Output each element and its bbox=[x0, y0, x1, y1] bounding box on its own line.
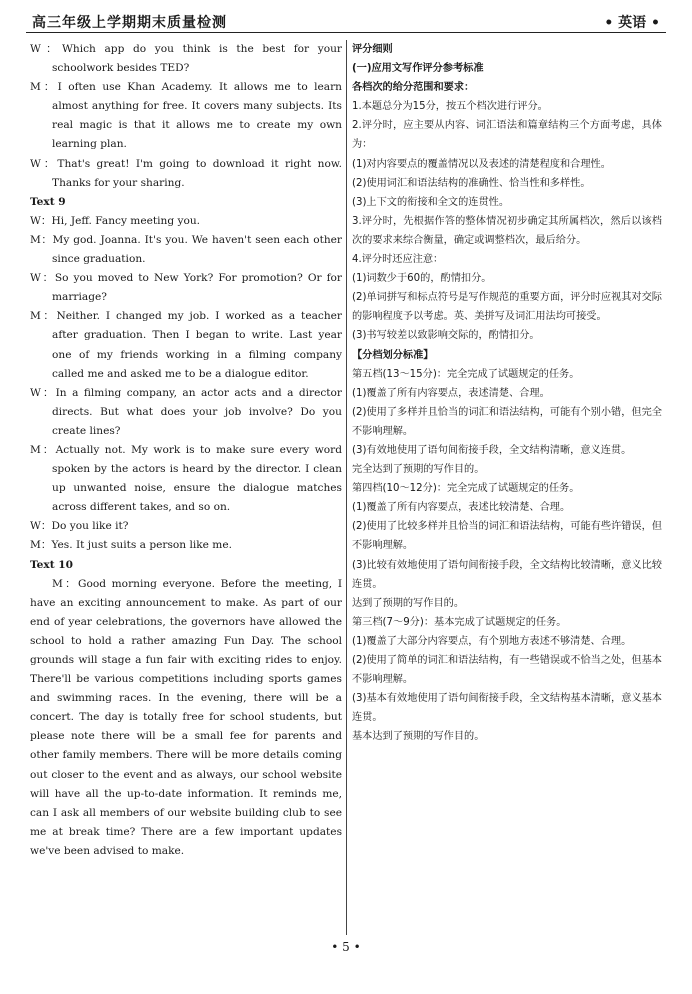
rule-item: (3)基本有效地使用了语句间衔接手段，全文结构基本清晰，意义基本连贯。 bbox=[352, 693, 662, 724]
dialogue-line: M：I often use Khan Academy. It allows me to learn almost anything for free. It covers many subjects. Its real magic is that it allows me to create my own learning plan. bbox=[30, 81, 342, 151]
dialogue-line: W：So you moved to New York? For promotion? Or for marriage? bbox=[30, 272, 342, 304]
dialogue-line: W：That's great! I'm going to download it right now. Thanks for your sharing. bbox=[30, 157, 342, 189]
rule-item: (2)单词拼写和标点符号是写作规范的重要方面，评分时应视其对交际的影响程度予以考虑。英、美拼写及词汇用法均可接受。 bbox=[352, 292, 662, 323]
text-label: Text 10 bbox=[30, 558, 74, 571]
right-column-scoring-rules bbox=[352, 40, 662, 746]
rule-item: 达到了预期的写作目的。 bbox=[352, 597, 465, 609]
dialogue-line: W：In a filming company, an actor acts and a director directs. But what does your job involve? Do you create lines? bbox=[30, 386, 342, 437]
section-heading: 各档次的给分范围和要求： bbox=[352, 82, 475, 94]
rule-item: (2)使用了比较多样并且恰当的词汇和语法结构，可能有些许错误，但不影响理解。 bbox=[352, 521, 662, 552]
exam-title: 高三年级上学期期末质量检测 bbox=[32, 15, 227, 31]
rule-item: 第四档(10～12分)：完全完成了试题规定的任务。 bbox=[352, 483, 580, 495]
dialogue-line: M：My god. Joanna. It's you. We haven't seen each other since graduation. bbox=[30, 233, 342, 266]
rule-item: (1)覆盖了所有内容要点，表述清楚、合理。 bbox=[352, 387, 550, 399]
rule-item: (3)比较有效地使用了语句间衔接手段，全文结构比较清晰，意义比较连贯。 bbox=[352, 559, 662, 590]
rule-item: 1.本题总分为15分，按五个档次进行评分。 bbox=[352, 101, 548, 113]
dialogue-line: W：Hi, Jeff. Fancy meeting you. bbox=[30, 214, 201, 227]
rule-item: (1)覆盖了大部分内容要点，有个别地方表述不够清楚、合理。 bbox=[352, 635, 632, 647]
rule-item: 4.评分时还应注意： bbox=[352, 254, 444, 266]
left-column-transcript bbox=[30, 40, 342, 861]
rule-item: 第三档(7～9分)：基本完成了试题规定的任务。 bbox=[352, 616, 567, 628]
dialogue-line: M：Neither. I changed my job. I worked as a teacher after graduation. Then I began to write. Last year one of my friends working in a filming company called me and asked me to be a dialogue editor. bbox=[30, 310, 342, 380]
rule-item: 完全达到了预期的写作目的。 bbox=[352, 464, 485, 476]
page-number: • 5 • bbox=[331, 940, 361, 954]
rule-item: 3.评分时，先根据作答的整体情况初步确定其所属档次，然后以该档次的要求来综合衡量，确定或调整档次，最后给分。 bbox=[352, 215, 662, 246]
text-label: Text 9 bbox=[30, 195, 66, 208]
section-heading: (一)应用文写作评分参考标准 bbox=[352, 63, 484, 75]
rule-item: (3)有效地使用了语句间衔接手段，全文结构清晰，意义连贯。 bbox=[352, 444, 632, 456]
subject-label: • 英语 • bbox=[604, 15, 660, 31]
rule-item: (2)使用了多样并且恰当的词汇和语法结构，可能有个别小错，但完全不影响理解。 bbox=[352, 406, 662, 437]
rule-item: (2)使用了简单的词汇和语法结构，有一些错误或不恰当之处，但基本不影响理解。 bbox=[352, 655, 662, 686]
section-heading: 【分档划分标准】 bbox=[352, 349, 434, 361]
monologue-paragraph: M：Good morning everyone. Before the meeting, I have an exciting announcement to make. As part of our end of year celebrations, the governors have allowed the school to hold a rather amazing Fun Day. The school grounds will stage a fun fair with exciting rides to enjoy. There'll be various competitions including sports games and swimming races. In the evening, there will be a concert. The day is totally free for school students, but please note there will be a small fee for parents and other family members. There will be more details coming out closer to the event and as always, our school website will have all the up-to-date information. It reminds me, can I ask all members of our website building club to see me at break time? There are a few important updates we've been advised to make. bbox=[30, 577, 342, 857]
dialogue-line: W：Do you like it? bbox=[30, 520, 129, 533]
rule-item: 2.评分时，应主要从内容、词汇语法和篇章结构三个方面考虑，具体为： bbox=[352, 120, 662, 151]
rule-item: (1)词数少于60的，酌情扣分。 bbox=[352, 273, 492, 285]
rule-item: (1)覆盖了所有内容要点，表述比较清楚、合理。 bbox=[352, 502, 571, 514]
column-divider bbox=[346, 40, 347, 935]
rule-item: 基本达到了预期的写作目的。 bbox=[352, 731, 485, 743]
rule-item: (2)使用词汇和语法结构的准确性、恰当性和多样性。 bbox=[352, 177, 591, 189]
dialogue-line: W：Which app do you think is the best for your schoolwork besides TED? bbox=[30, 43, 342, 75]
rule-item: (3)书写较差以致影响交际的，酌情扣分。 bbox=[352, 330, 540, 342]
page-header bbox=[26, 10, 666, 33]
rule-item: 第五档(13～15分)：完全完成了试题规定的任务。 bbox=[352, 368, 580, 380]
section-heading: 评分细则 bbox=[352, 44, 393, 55]
dialogue-line: M：Actually not. My work is to make sure every word spoken by the actors is heard by the director. I clean up unwanted noise, ensure the dialogue matches across different takes, and so on. bbox=[30, 443, 342, 514]
dialogue-line: M：Yes. It just suits a person like me. bbox=[30, 539, 232, 552]
rule-item: (3)上下文的衔接和全文的连贯性。 bbox=[352, 196, 510, 208]
rule-item: (1)对内容要点的覆盖情况以及表述的清楚程度和合理性。 bbox=[352, 158, 611, 170]
